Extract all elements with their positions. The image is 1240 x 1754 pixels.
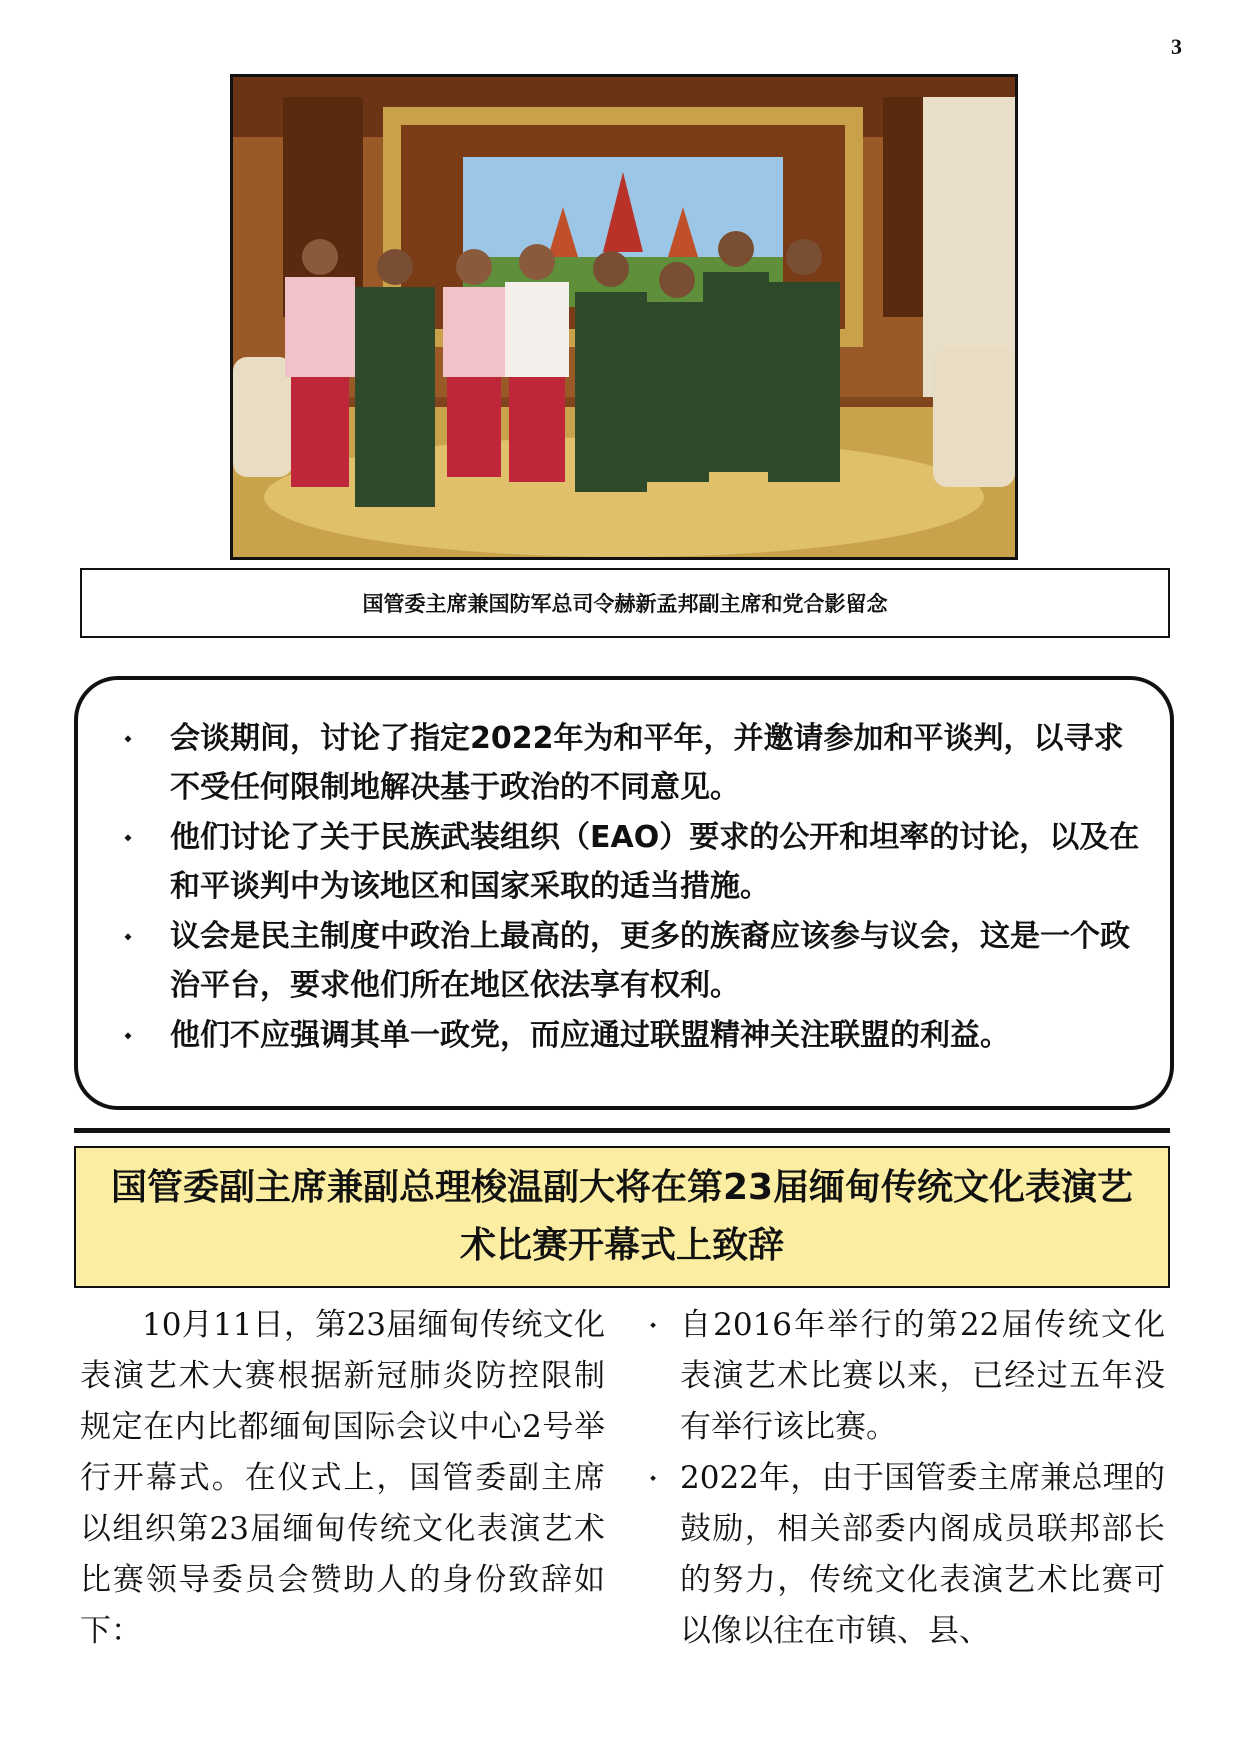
summary-item-text: 议会是民主制度中政治上最高的，更多的族裔应该参与议会，这是一个政治平台，要求他们所在地区依法享有权利。 bbox=[170, 919, 1130, 1003]
group-photo bbox=[230, 74, 1018, 560]
article-paragraph: 10月11日，第23届缅甸传统文化表演艺术大赛根据新冠肺炎防控限制规定在内比都缅甸国际会议中心2号举行开幕式。在仪式上，国管委副主席以组织第23届缅甸传统文化表演艺术比赛领导委员会赞助人的身份致辞如下： bbox=[80, 1307, 605, 1649]
article-left-column bbox=[80, 1300, 605, 1657]
article-right-column bbox=[640, 1300, 1165, 1657]
diamond-bullet-icon: ⬩ bbox=[124, 728, 132, 749]
summary-item bbox=[108, 1011, 1140, 1060]
group-photo-image bbox=[233, 77, 1015, 557]
page-number: 3 bbox=[1171, 34, 1182, 59]
section-divider bbox=[74, 1128, 1170, 1133]
summary-item-text: 他们不应强调其单一政党，而应通过联盟精神关注联盟的利益。 bbox=[170, 1018, 1010, 1053]
diamond-bullet-icon: ⬩ bbox=[124, 926, 132, 947]
summary-item-text: 会谈期间，讨论了指定2022年为和平年，并邀请参加和平谈判，以寻求不受任何限制地解决基于政治的不同意见。 bbox=[170, 721, 1124, 805]
article-headline: 国管委副主席兼副总理梭温副大将在第23届缅甸传统文化表演艺术比赛开幕式上致辞 bbox=[110, 1167, 1134, 1266]
photo-caption-text: 国管委主席兼国防军总司令赫新孟邦副主席和党合影留念 bbox=[362, 592, 888, 616]
diamond-bullet-icon: ⬩ bbox=[124, 1025, 132, 1046]
diamond-bullet-icon: ⬩ bbox=[124, 827, 132, 848]
article-list-item bbox=[640, 1300, 1165, 1453]
summary-item bbox=[108, 912, 1140, 1010]
article-headline-box bbox=[74, 1146, 1170, 1288]
summary-box bbox=[74, 676, 1174, 1110]
summary-item bbox=[108, 813, 1140, 911]
photo-caption bbox=[80, 568, 1170, 638]
article-list-item-text: 自2016年举行的第22届传统文化表演艺术比赛以来，已经过五年没有举行该比赛。 bbox=[680, 1307, 1165, 1445]
summary-item-text: 他们讨论了关于民族武装组织（EAO）要求的公开和坦率的讨论，以及在和平谈判中为该地区和国家采取的适当措施。 bbox=[170, 820, 1140, 904]
diamond-bullet-icon: ⬩ bbox=[649, 1468, 657, 1488]
article-list-item-text: 2022年，由于国管委主席兼总理的鼓励，相关部委内阁成员联邦部长的努力，传统文化表演艺术比赛可以像以往在市镇、县、 bbox=[680, 1460, 1165, 1649]
article-list-item bbox=[640, 1453, 1165, 1657]
diamond-bullet-icon: ⬩ bbox=[649, 1315, 657, 1335]
summary-item bbox=[108, 714, 1140, 812]
